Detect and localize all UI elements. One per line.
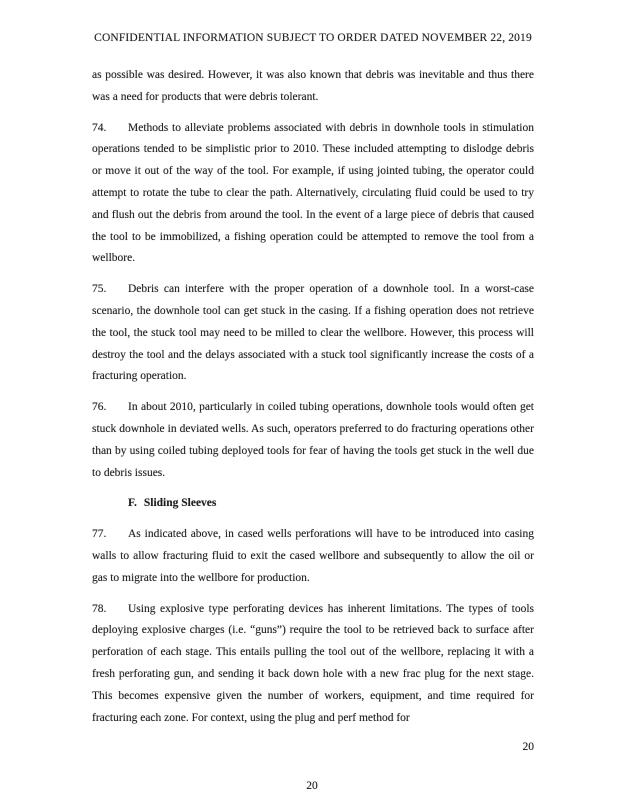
paragraph-text: Debris can interfere with the proper operation of a downhole tool. In a worst-case scenario, the downhole tool can get stuck in the casing. If a fishing operation does not retrieve the tool, the stuck tool may need to be milled to clear the wellbore. However, this process will destroy the tool and the delays associated with a stuck tool significantly increase the costs of a fracturing operation.	[92, 283, 534, 383]
paragraph-76	[92, 397, 534, 484]
paragraph-number: 75.	[92, 283, 107, 296]
paragraph-78	[92, 599, 534, 730]
paragraph-number: 77.	[92, 528, 107, 541]
body-page-number: 20	[522, 741, 534, 754]
paragraph-number: 74.	[92, 121, 107, 134]
paragraph-text: As indicated above, in cased wells perforations will have to be introduced into casing walls to allow fracturing fluid to exit the cased wellbore and subsequently to allow the oil or gas to migrate into the wellbore for production.	[92, 528, 534, 584]
paragraph-text: In about 2010, particularly in coiled tubing operations, downhole tools would often get stuck downhole in deviated wells. As such, operators preferred to do fracturing operations other than by using coiled tubing deployed tools for fear of having the tools get stuck in the well due to debris issues.	[92, 401, 534, 479]
paragraph-text: Using explosive type perforating devices has inherent limitations. The types of tools deploying explosive charges (i.e. “guns”) require the tool to be retrieved back to surface after perforation of each stage. This entails pulling the tool out of the wellbore, replacing it with a fresh perforating gun, and sending it back down hole with a new frac plug for the next stage. This becomes expensive given the number of workers, equipment, and time required for fracturing each zone. For context, using the plug and perf method for	[92, 602, 534, 724]
paragraph-number: 78.	[92, 602, 107, 615]
paragraph-73-continuation	[92, 65, 534, 109]
section-heading-title: Sliding Sleeves	[143, 497, 217, 510]
section-heading-label: F.	[128, 497, 137, 510]
confidentiality-header	[92, 32, 534, 45]
paragraph-text: as possible was desired. However, it was also known that debris was inevitable and thus there was a need for products that were debris tolerant.	[92, 69, 534, 103]
section-heading-sliding-sleeves	[128, 493, 534, 515]
paragraph-74	[92, 118, 534, 271]
paragraph-text: Methods to alleviate problems associated with debris in downhole tools in stimulation operations tended to be simplistic prior to 2010. These included attempting to dislodge debris or move it out of the way of the tool. For example, if using jointed tubing, the operator could attempt to rotate the tube to clear the path. Alternatively, circulating fluid could be used to try and flush out the debris from around the tool. In the event of a large piece of debris that caused the tool to be immobilized, a fishing operation could be attempted to remove the tool from a wellbore.	[92, 121, 534, 265]
paragraph-number: 76.	[92, 401, 107, 414]
paragraph-77	[92, 524, 534, 589]
paragraph-75	[92, 279, 534, 388]
footer-page-number: 20	[306, 780, 318, 792]
confidentiality-header-text: CONFIDENTIAL INFORMATION SUBJECT TO ORDER DATED NOVEMBER 22, 2019	[94, 32, 532, 44]
document-body	[92, 65, 534, 759]
